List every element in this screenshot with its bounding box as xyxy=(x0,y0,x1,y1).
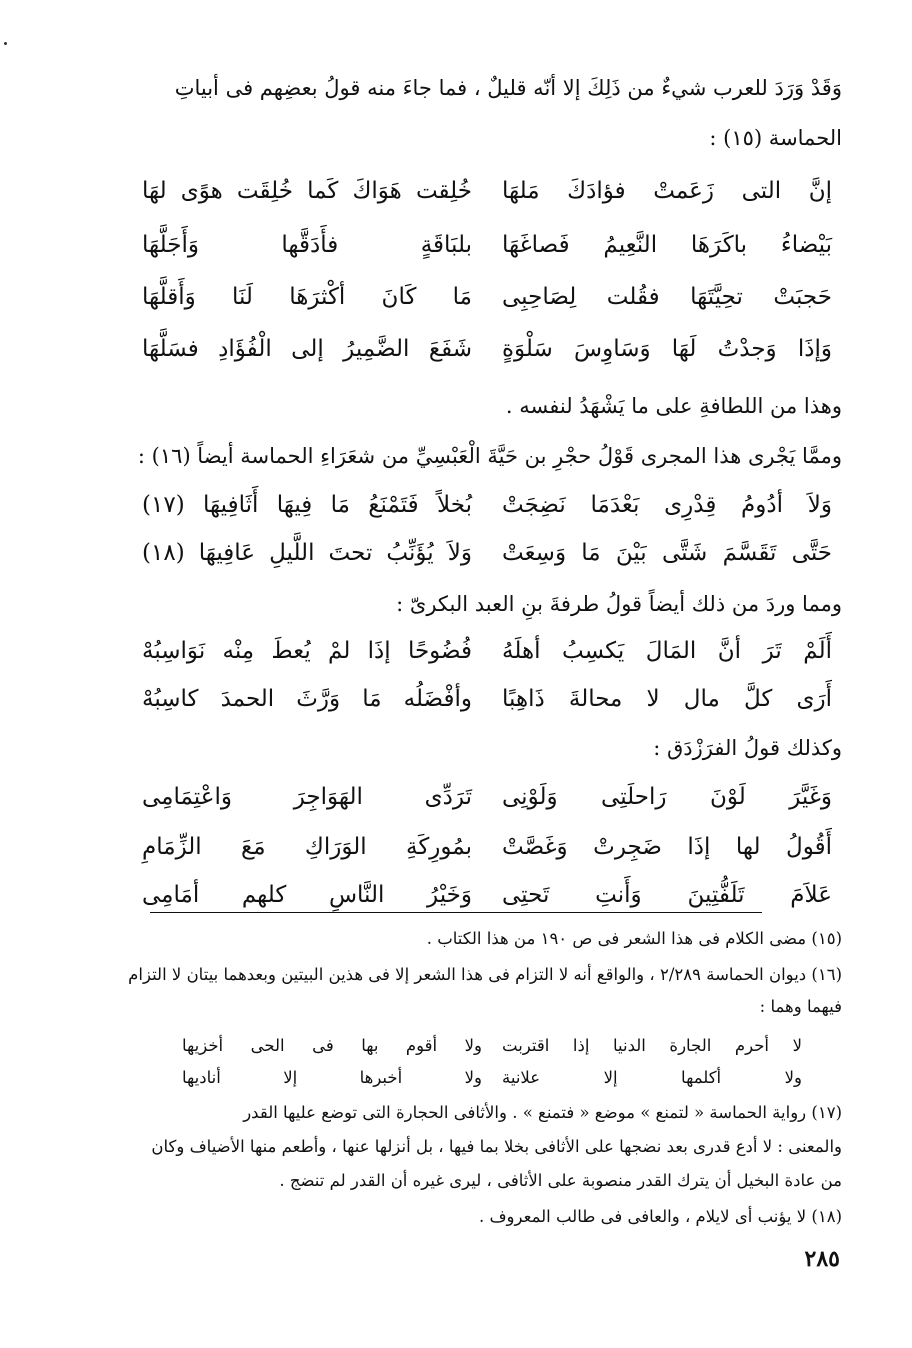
verse-second-hemistich: شَفَعَ الضَّمِيرُ إلى الْفُؤَادِ فسَلَّهَا xyxy=(142,336,472,362)
verse-second-hemistich: بمُورِكَةِ الوَرَاكِ مَعَ الزِّمَامِ xyxy=(142,834,472,860)
verse-first-hemistich: أَقُولُ لها إذَا ضَجِرتْ وَغَصَّتْ xyxy=(502,834,832,860)
paragraph-hujr: وممَّا يَجْرى هذا المجرى قَوْلُ حجْرِ بن حَيَّةَ الْعَبْسِيِّ من شعَرَاءِ الحماسة أيضاً (١٦) : xyxy=(137,444,842,468)
verse-first-hemistich: وَلاَ أدُومُ قِدْرِى بَعْدَمَا نَضِجَتْ xyxy=(502,492,832,518)
footnote-verse-second-hemistich: ولا أخبرها إلا أناديها xyxy=(182,1068,482,1087)
footnote-17-line3: من عادة البخيل أن يترك القدر منصوبة على الأثافى ، ليرى غيره أن القدر لم تنضج . xyxy=(279,1171,842,1190)
verse-line xyxy=(142,492,832,536)
verse-second-hemistich: وأفْضَلُه مَا وَرَّثَ الحمدَ كاسِبُهْ xyxy=(142,686,472,712)
verse-second-hemistich: وَلاَ يُؤَنِّبُ تحتَ اللَّيلِ عَافِيهَا (١٨) xyxy=(142,540,472,566)
verse-line xyxy=(142,336,832,380)
paragraph-comment: وهذا من اللطافةِ على ما يَشْهَدُ لنفسه . xyxy=(505,394,842,418)
footnote-16-line2: فيهما وهما : xyxy=(759,997,842,1016)
footnote-17: (١٧) رواية الحماسة « لتمنع » موضع « فتمنع » . والأثافى الحجارة التى توضع عليها القدر xyxy=(243,1103,842,1122)
verse-line xyxy=(142,540,832,584)
footnote-verse-first-hemistich: ولا أكلمها إلا علانية xyxy=(502,1068,802,1087)
verse-line xyxy=(142,834,832,878)
paragraph-tarafa: ومما وردَ من ذلك أيضاً قولُ طرفةَ بنِ العبد البكرىّ : xyxy=(396,592,842,616)
verse-first-hemistich: أَلَمْ تَرَ أنَّ المَالَ يَكسِبُ أهلَهُ xyxy=(502,638,832,664)
verse-line xyxy=(142,638,832,682)
verse-second-hemistich: خُلِقت هَوَاكَ كَما خُلِقَت هوًى لهَا xyxy=(142,178,472,204)
verse-line xyxy=(142,284,832,328)
verse-second-hemistich: تَرَدِّى الهَوَاجِرَ وَاعْتِمَامِى xyxy=(142,784,472,810)
verse-second-hemistich: بلبَاقَةٍ فأَدَقَّها وَأَجَلَّهَا xyxy=(142,232,472,258)
verse-first-hemistich: أَرَى كلَّ مال لا محالةَ ذَاهِبًا xyxy=(502,686,832,712)
footnote-15: (١٥) مضى الكلام فى هذا الشعر فى ص ١٩٠ من هذا الكتاب . xyxy=(426,929,842,948)
verse-second-hemistich: وَخَيْرُ النَّاسِ كلهم أمَامِى xyxy=(142,882,472,908)
verse-line xyxy=(142,882,832,926)
footnote-verse-second-hemistich: ولا أقوم بها فى الحى أخزيها xyxy=(182,1036,482,1055)
verse-second-hemistich: مَا كَانَ أكْثرَهَا لَنَا وَأَقلَّهَا xyxy=(142,284,472,310)
verse-first-hemistich: إنَّ التى زَعَمتْ فؤادَكَ مَلهَا xyxy=(502,178,832,204)
verse-line xyxy=(142,178,832,222)
footnote-18: (١٨) لا يؤنب أى لايلام ، والعافى فى طالب المعروف . xyxy=(478,1207,842,1226)
verse-first-hemistich: وَإذَا وَجدْتُ لَهَا وَسَاوِسَ سَلْوَةٍ xyxy=(502,336,832,362)
paragraph-farazdaq: وكذلك قولُ الفرَزْدَق : xyxy=(653,736,842,760)
verse-first-hemistich: وَغَيَّرَ لَوْنَ رَاحلَتِى وَلَوْنِى xyxy=(502,784,832,810)
verse-first-hemistich: عَلاَمَ تَلَفُّتِينَ وَأَنتِ تَحتِى xyxy=(502,882,832,908)
page-number: ٢٨٥ xyxy=(804,1246,840,1272)
verse-line xyxy=(142,784,832,828)
footnote-16-line1: (١٦) ديوان الحماسة ٢/٢٨٩ ، والواقع أنه لا التزام فى هذا الشعر إلا فى هذين البيتين وبعدهما بيتان لا التزام xyxy=(128,965,842,984)
verse-first-hemistich: حَجبَتْ تحِيَّتَهَا فقُلت لِصَاحِبِى xyxy=(502,284,832,310)
verse-second-hemistich: بُخلاً فَتَمْنَعُ مَا فِيهَا أَثَافِيهَا (١٧) xyxy=(142,492,472,518)
verse-line xyxy=(142,686,832,730)
footnote-verse-first-hemistich: لا أحرم الجارة الدنيا إذا اقتربت xyxy=(502,1036,802,1055)
paragraph-intro-line1: وَقَدْ وَرَدَ للعرب شيءٌ من ذَلِكَ إلا أنّه قليلٌ ، فما جاءَ منه قولُ بعضِهم فى أبياتِ xyxy=(174,76,842,100)
verse-line xyxy=(142,232,832,276)
verse-first-hemistich: حَتَّى تَقَسَّمَ شَتَّى بَيْنَ مَا وَسِعَتْ xyxy=(502,540,832,566)
verse-first-hemistich: بَيْضاءُ باكَرَهَا النَّعِيمُ فَصاغَهَا xyxy=(502,232,832,258)
scan-speck xyxy=(4,42,7,45)
verse-second-hemistich: فُضُوحًا إذَا لمْ يُعطَ مِنْه نَوَاسِبُهْ xyxy=(142,638,472,664)
footnote-separator xyxy=(150,912,762,913)
footnote-17-line2: والمعنى : لا أدع قدرى بعد نضجها على الأثافى بخلا بما فيها ، بل أنزلها عنها ، وأطعم منها الأضياف وكان xyxy=(151,1137,842,1156)
paragraph-intro-line2: الحماسة (١٥) : xyxy=(709,126,842,150)
